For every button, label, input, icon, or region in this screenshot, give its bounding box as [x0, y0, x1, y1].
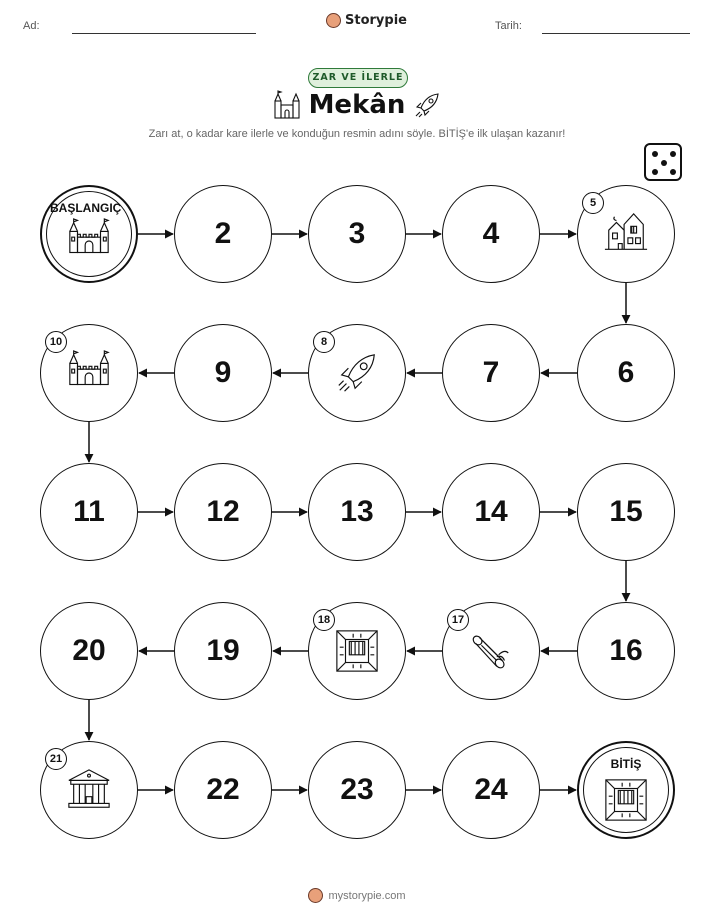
- instructions: Zarı at, o kadar kare ilerle ve konduğun resmin adını söyle. BİTİŞ'e ilk ulaşan kazanır!: [148, 128, 566, 140]
- space-number-badge: 5: [582, 192, 604, 214]
- space-number: 12: [206, 495, 240, 528]
- space-number: 19: [206, 634, 240, 667]
- board-space-11: [40, 463, 138, 561]
- board-space-6: [577, 324, 675, 422]
- board-space-3: [308, 185, 406, 283]
- board-space-13: [308, 463, 406, 561]
- board-space-8: [308, 324, 406, 422]
- board-space-19: [174, 602, 272, 700]
- haunted-house-icon: [603, 211, 649, 257]
- name-label: Ad:: [23, 20, 40, 32]
- rocket-icon: [334, 350, 380, 396]
- board-space-16: [577, 602, 675, 700]
- board-space-14: [442, 463, 540, 561]
- board-space-18: [308, 602, 406, 700]
- dungeon-icon: [603, 777, 649, 823]
- footer-site: mystorypie.com: [328, 889, 406, 902]
- board-space-10: [40, 324, 138, 422]
- board-space-9: [174, 324, 272, 422]
- board-space-7: [442, 324, 540, 422]
- start-label: BAŞLANGIÇ: [50, 201, 122, 215]
- storypie-logo-icon: [308, 888, 323, 903]
- board-space-24: [442, 741, 540, 839]
- board-space-12: [174, 463, 272, 561]
- activity-tag: ZAR VE İLERLE: [308, 68, 408, 88]
- castle-icon: [66, 350, 112, 396]
- space-number: 20: [72, 634, 106, 667]
- space-number: 4: [482, 217, 500, 250]
- space-number: 22: [206, 773, 240, 806]
- board-space-15: [577, 463, 675, 561]
- space-number-badge: 17: [447, 609, 469, 631]
- space-number: 9: [214, 356, 232, 389]
- start-space: [40, 185, 138, 283]
- space-number-badge: 10: [45, 331, 67, 353]
- board-space-4: [442, 185, 540, 283]
- board-space-2: [174, 185, 272, 283]
- finish-space: [577, 741, 675, 839]
- space-number: 6: [617, 356, 635, 389]
- board-space-21: [40, 741, 138, 839]
- space-number-badge: 21: [45, 748, 67, 770]
- space-number: 3: [348, 217, 366, 250]
- space-number: 11: [73, 495, 105, 528]
- footer: [0, 888, 714, 903]
- space-number: 24: [474, 773, 508, 806]
- board-space-17: [442, 602, 540, 700]
- date-label: Tarih:: [495, 20, 522, 32]
- board-space-5: [577, 185, 675, 283]
- dungeon-icon: [334, 628, 380, 674]
- brand-name: Storypie: [345, 13, 407, 28]
- space-number: 13: [340, 495, 374, 528]
- page-title: Mekân: [308, 90, 406, 120]
- board-space-23: [308, 741, 406, 839]
- space-number-badge: 18: [313, 609, 335, 631]
- space-number-badge: 8: [313, 331, 335, 353]
- space-number: 7: [482, 356, 500, 389]
- space-number: 23: [340, 773, 374, 806]
- scroll-icon: [468, 628, 514, 674]
- board-space-22: [174, 741, 272, 839]
- finish-label: BİTİŞ: [610, 757, 642, 771]
- space-number: 2: [214, 217, 232, 250]
- museum-icon: [66, 767, 112, 813]
- castle-icon: [66, 218, 112, 264]
- space-number: 15: [609, 495, 643, 528]
- space-number: 16: [609, 634, 643, 667]
- space-number: 14: [474, 495, 508, 528]
- board-space-20: [40, 602, 138, 700]
